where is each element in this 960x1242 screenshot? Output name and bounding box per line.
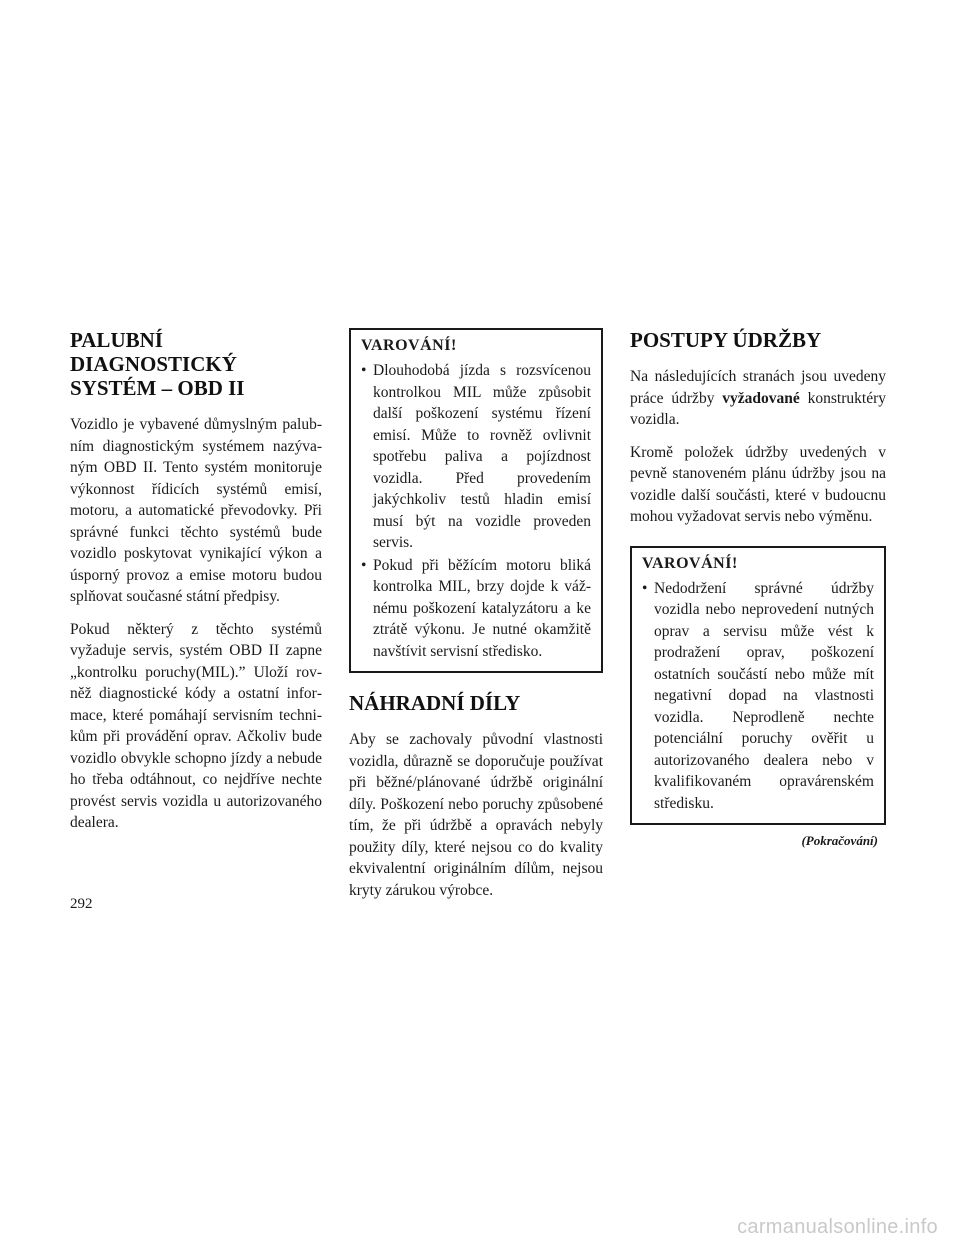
right-column (630, 328, 886, 849)
obd-paragraph-1: Vozidlo je vybavené důmyslným palubním diagnostickým systémem nazývaným OBD II. Tento systém monitoruje výkonnost řídicích systémů emisí, motoru, a automatické převodovky. Při správné funkci těchto systémů bude vozidlo poskytovat vynikající výkon a úsporný provoz a emise motoru budou splňovat současné státní předpisy. (70, 416, 322, 605)
maintenance-warning-box (630, 546, 886, 826)
middle-column (349, 328, 603, 912)
mil-warning-box (349, 328, 603, 673)
bullet-icon: • (361, 556, 367, 574)
bullet-icon: • (642, 579, 648, 597)
maintenance-heading: POSTUPY ÚDRŽBY (630, 328, 822, 352)
obd-paragraph-2: Pokud některý z těchto systémů vyžaduje servis, systém OBD II zapne „kontrolku poruchy(MIL).” Uloží rovněž diagnostické kódy a ostatní informace, které pomáhají servisním technikům při provádění oprav. Ačkoliv bude vozidlo obvykle schopno jízdy a nebude ho třeba odtáhnout, co nejdříve nechte provést servis vozidla u autorizovaného dealera. (70, 620, 322, 831)
warning-list (642, 578, 874, 815)
maintenance-paragraph-1: Na následujících stranách jsou uvedeny práce údržby vyžadované konstruktéry vozidla. (630, 368, 886, 428)
watermark-text: carmanualsonline.info (737, 1216, 938, 1238)
warning-item: • Nedodržení správné údržby vozidla nebo neprovedení nutných oprav a servisu může vést k prodražení oprav, poškození ostatních součástí nebo může mít negativní dopad na vlastnosti vozidla. Neprodleně nechte potenciální poruchy ověřit u autorizovaného dealera nebo v kvalifikovaném opravárenském středisku. (642, 579, 874, 812)
warning-item: • Dlouhodobá jízda s rozsvícenou kontrolkou MIL může způsobit další poškození systému řízení emisí. Může to rovněž ovlivnit spotřebu paliva a pojízdnost vozidla. Před provedením jakýchkoliv testů hladin emisí musí být na vozidle proveden servis. (361, 362, 591, 551)
page-number: 292 (70, 896, 93, 912)
left-column (70, 328, 322, 845)
maintenance-paragraph-2: Kromě položek údržby uvedených v pevně stanoveném plánu údržby jsou na vozidle další součásti, které v budoucnu mohou vyžadovat servis nebo výměnu. (630, 443, 886, 525)
spare-parts-heading: NÁHRADNÍ DÍLY (349, 691, 521, 715)
warning-list (361, 360, 591, 662)
warning-item: • Pokud při běžícím motoru bliká kontrolka MIL, brzy dojde k vážnému poškození katalyzátoru a ke ztrátě výkonu. Je nutné okamžitě navštívit servisní středisko. (361, 556, 591, 660)
obd-heading: PALUBNÍ DIAGNOSTICKÝ SYSTÉM – OBD II (70, 328, 245, 400)
warning-title: VAROVÁNÍ! (642, 554, 738, 572)
continued-label: (Pokračování) (801, 833, 878, 848)
spare-parts-paragraph: Aby se zachovaly původní vlastnosti vozidla, důrazně se doporučuje používat při běžné/plánované údržbě originální díly. Poškození nebo poruchy způsobené tím, že při údržbě a opravách nebyly použity díly, které nejsou co do kvality ekvivalentní originálním dílům, nejsou kryty zárukou výrobce. (349, 731, 603, 899)
bullet-icon: • (361, 362, 367, 379)
warning-title: VAROVÁNÍ! (361, 337, 457, 354)
